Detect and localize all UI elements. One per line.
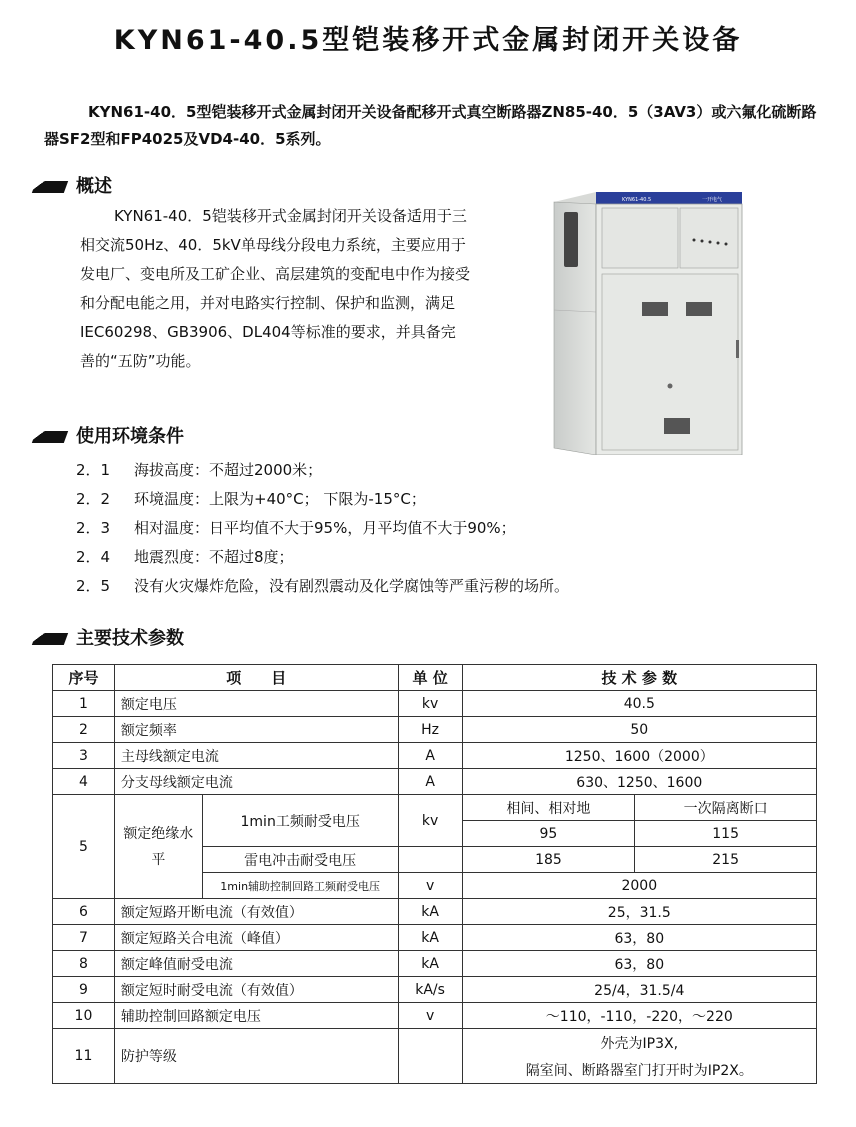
table-row: 11 防护等级 外壳为IP3X, (53, 1029, 817, 1057)
header-item: 项 目 (114, 665, 398, 691)
table-row: 1min辅助控制回路工频耐受电压 v 2000 (53, 873, 817, 899)
overview-paragraph: KYN61-40．5铠装移开式金属封闭开关设备适用于三相交流50Hz、40．5kV单母线分段电力系统，主要应用于发电厂、变电所及工矿企业、高层建筑的变配电中作为接受和分配电能之用，并对电路实行控制、保护和监测，满足IEC60298、GB3906、DL404等标准的要求，并具备完善的“五防”功能。 (80, 207, 471, 370)
table-row: 4 分支母线额定电流 A 630、1250、1600 (53, 769, 817, 795)
table-row: 7 额定短路关合电流（峰值） kA 63，80 (53, 925, 817, 951)
table-row: 9 额定短时耐受电流（有效值） kA/s 25/4，31.5/4 (53, 977, 817, 1003)
section-bullet-icon (32, 431, 68, 443)
table-row: 6 额定短路开断电流（有效值） kA 25，31.5 (53, 899, 817, 925)
table-row: 3 主母线额定电流 A 1250、1600（2000） (53, 743, 817, 769)
section-bullet-icon (32, 633, 68, 645)
table-row: 8 额定峰值耐受电流 kA 63，80 (53, 951, 817, 977)
header-no: 序号 (53, 665, 115, 691)
cabinet-brand: 一开电气 (702, 197, 723, 203)
table-row: 雷电冲击耐受电压 185 215 (53, 847, 817, 873)
list-item: 2．1 海拔高度：不超过2000米； (76, 461, 323, 479)
table-row: 隔室间、断路器室门打开时为IP2X。 (53, 1056, 817, 1084)
list-item: 2．2 环境温度：上限为+40°C； 下限为-15°C； (76, 490, 426, 508)
table-row: 5 额定绝缘水平 1min工频耐受电压 kv 相间、相对地 一次隔离断口 (53, 795, 817, 821)
cabinet-nameplate: KYN61-40.5 (622, 197, 652, 203)
switchgear-cabinet-image (552, 190, 744, 455)
table-row: 10 辅助控制回路额定电压 v ～110，-110，-220，～220 (53, 1003, 817, 1029)
list-item: 2．3 相对温度：日平均值不大于95%，月平均值不大于90%； (76, 519, 516, 537)
intro-paragraph: KYN61-40．5型铠装移开式金属封闭开关设备配移开式真空断路器ZN85-40．5（3AV3）或六氟化硫断路器SF2型和FP4025及VD4-40．5系列。 (44, 103, 817, 148)
table-header-row (53, 665, 817, 691)
environment-list (76, 456, 569, 601)
list-item: 2．5 没有火灾爆炸危险，没有剧烈震动及化学腐蚀等严重污秽的场所。 (76, 577, 570, 595)
header-value: 技 术 参 数 (462, 665, 816, 691)
page-title: KYN61-40.5型铠装移开式金属封闭开关设备 (113, 25, 743, 56)
section-params-heading: 主要技术参数 (34, 624, 184, 650)
list-item: 2．4 地震烈度：不超过8度； (76, 548, 294, 566)
table-row: 95 115 (53, 821, 817, 847)
table-row: 1 额定电压 kv 40.5 (53, 691, 817, 717)
header-unit: 单 位 (398, 665, 462, 691)
section-environment-heading: 使用环境条件 (34, 422, 184, 448)
table-row: 2 额定频率 Hz 50 (53, 717, 817, 743)
section-bullet-icon (32, 181, 68, 193)
section-overview-heading: 概述 (34, 172, 112, 198)
params-table (52, 664, 817, 1084)
